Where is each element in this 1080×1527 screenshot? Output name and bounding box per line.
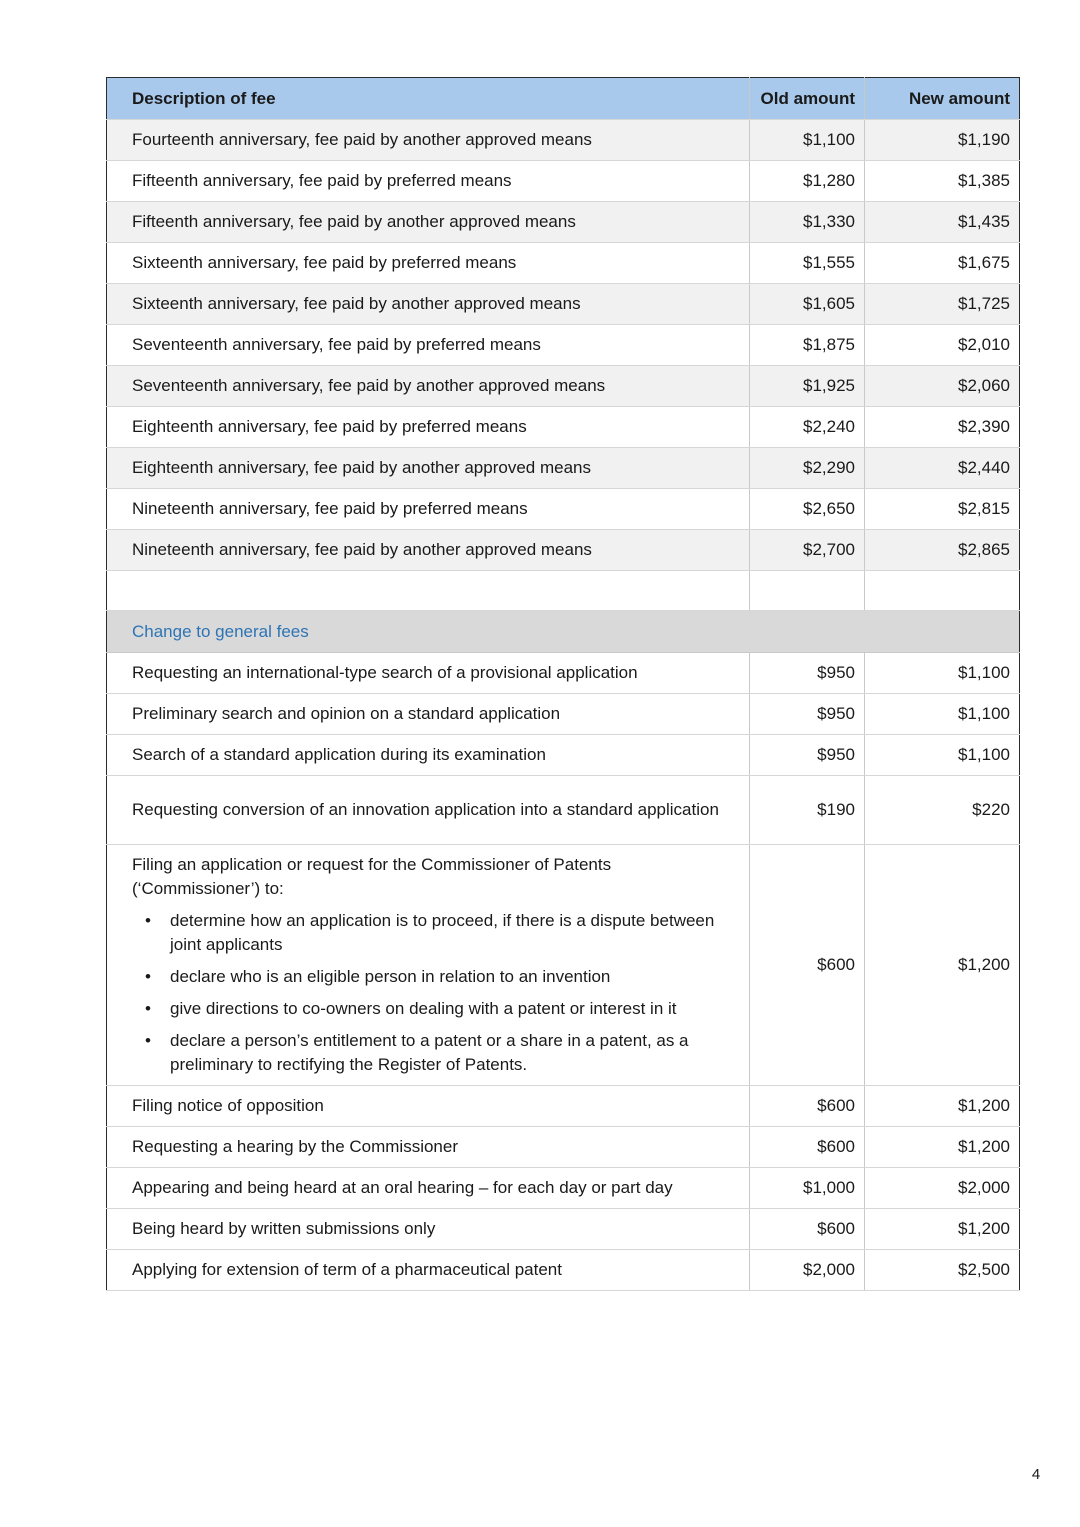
commissioner-old-amount: $600 bbox=[750, 845, 865, 1086]
commissioner-row bbox=[107, 845, 1020, 1086]
old-amount: $600 bbox=[750, 1127, 865, 1168]
new-amount: $1,100 bbox=[865, 735, 1020, 776]
table-row bbox=[107, 284, 1020, 325]
table-row bbox=[107, 1168, 1020, 1209]
fee-description: Nineteenth anniversary, fee paid by preferred means bbox=[107, 489, 750, 530]
fee-description: Eighteenth anniversary, fee paid by preferred means bbox=[107, 407, 750, 448]
table-row bbox=[107, 1209, 1020, 1250]
bullet-icon: • bbox=[145, 1031, 151, 1050]
fee-description: Fourteenth anniversary, fee paid by another approved means bbox=[107, 120, 750, 161]
old-amount: $2,700 bbox=[750, 530, 865, 571]
commissioner-intro: Filing an application or request for the Commissioner of Patents (‘Commissioner’) to: bbox=[132, 855, 612, 898]
commissioner-bullet-list bbox=[132, 909, 740, 1077]
fee-description: Sixteenth anniversary, fee paid by another approved means bbox=[107, 284, 750, 325]
old-amount: $1,605 bbox=[750, 284, 865, 325]
fee-description: Seventeenth anniversary, fee paid by preferred means bbox=[107, 325, 750, 366]
header-old-amount: Old amount bbox=[750, 78, 865, 120]
old-amount: $950 bbox=[750, 653, 865, 694]
old-amount: $190 bbox=[750, 776, 865, 845]
table-row bbox=[107, 448, 1020, 489]
old-amount: $1,555 bbox=[750, 243, 865, 284]
new-amount: $1,200 bbox=[865, 1086, 1020, 1127]
old-amount: $950 bbox=[750, 694, 865, 735]
table-row bbox=[107, 776, 1020, 845]
table-row bbox=[107, 366, 1020, 407]
new-amount: $1,675 bbox=[865, 243, 1020, 284]
table-row bbox=[107, 694, 1020, 735]
bullet-text: determine how an application is to proceed, if there is a dispute between joint applicants bbox=[170, 911, 715, 954]
old-amount: $2,240 bbox=[750, 407, 865, 448]
bullet-item bbox=[145, 997, 740, 1021]
new-amount: $2,440 bbox=[865, 448, 1020, 489]
page-number: 4 bbox=[1031, 1466, 1041, 1483]
old-amount: $1,330 bbox=[750, 202, 865, 243]
old-amount: $1,100 bbox=[750, 120, 865, 161]
table-row bbox=[107, 120, 1020, 161]
old-amount: $1,875 bbox=[750, 325, 865, 366]
table-row bbox=[107, 202, 1020, 243]
section-header-row bbox=[107, 611, 1020, 653]
commissioner-new-amount: $1,200 bbox=[865, 845, 1020, 1086]
fee-description: Applying for extension of term of a pharmaceutical patent bbox=[107, 1250, 750, 1291]
bullet-text: give directions to co-owners on dealing with a patent or interest in it bbox=[170, 999, 677, 1018]
anniversary-fee-rows bbox=[107, 120, 1020, 571]
old-amount: $600 bbox=[750, 1086, 865, 1127]
table-row bbox=[107, 325, 1020, 366]
new-amount: $1,385 bbox=[865, 161, 1020, 202]
bullet-icon: • bbox=[145, 911, 151, 930]
table-row bbox=[107, 161, 1020, 202]
old-amount: $600 bbox=[750, 1209, 865, 1250]
header-description: Description of fee bbox=[107, 78, 750, 120]
new-amount: $2,815 bbox=[865, 489, 1020, 530]
fee-description: Sixteenth anniversary, fee paid by preferred means bbox=[107, 243, 750, 284]
old-amount: $2,650 bbox=[750, 489, 865, 530]
new-amount: $2,865 bbox=[865, 530, 1020, 571]
fee-description: Filing notice of opposition bbox=[107, 1086, 750, 1127]
commissioner-description bbox=[107, 845, 750, 1086]
fee-description: Fifteenth anniversary, fee paid by another approved means bbox=[107, 202, 750, 243]
old-amount: $1,280 bbox=[750, 161, 865, 202]
new-amount: $1,725 bbox=[865, 284, 1020, 325]
fee-description: Preliminary search and opinion on a standard application bbox=[107, 694, 750, 735]
bullet-item bbox=[145, 1029, 740, 1077]
general-fee-rows-b bbox=[107, 1086, 1020, 1291]
new-amount: $220 bbox=[865, 776, 1020, 845]
table-row bbox=[107, 489, 1020, 530]
old-amount: $950 bbox=[750, 735, 865, 776]
old-amount: $2,000 bbox=[750, 1250, 865, 1291]
old-amount: $1,925 bbox=[750, 366, 865, 407]
fee-description: Nineteenth anniversary, fee paid by another approved means bbox=[107, 530, 750, 571]
fee-description: Appearing and being heard at an oral hearing – for each day or part day bbox=[107, 1168, 750, 1209]
fee-description: Requesting an international-type search of a provisional application bbox=[107, 653, 750, 694]
bullet-item bbox=[145, 909, 740, 957]
bullet-text: declare who is an eligible person in relation to an invention bbox=[170, 967, 611, 986]
section-title: Change to general fees bbox=[107, 611, 1020, 653]
table-row bbox=[107, 243, 1020, 284]
bullet-text: declare a person’s entitlement to a patent or a share in a patent, as a preliminary to rectifying the Register of Patents. bbox=[170, 1031, 689, 1074]
fee-description: Search of a standard application during its examination bbox=[107, 735, 750, 776]
fee-description: Eighteenth anniversary, fee paid by another approved means bbox=[107, 448, 750, 489]
new-amount: $1,435 bbox=[865, 202, 1020, 243]
new-amount: $2,390 bbox=[865, 407, 1020, 448]
table-row bbox=[107, 653, 1020, 694]
new-amount: $2,000 bbox=[865, 1168, 1020, 1209]
table-row bbox=[107, 1250, 1020, 1291]
header-new-amount: New amount bbox=[865, 78, 1020, 120]
table-row bbox=[107, 735, 1020, 776]
new-amount: $1,200 bbox=[865, 1127, 1020, 1168]
fee-description: Being heard by written submissions only bbox=[107, 1209, 750, 1250]
new-amount: $2,060 bbox=[865, 366, 1020, 407]
table-row bbox=[107, 530, 1020, 571]
bullet-icon: • bbox=[145, 999, 151, 1018]
fee-description: Requesting conversion of an innovation application into a standard application bbox=[107, 776, 750, 845]
new-amount: $1,190 bbox=[865, 120, 1020, 161]
fee-table bbox=[106, 77, 1020, 1291]
new-amount: $2,010 bbox=[865, 325, 1020, 366]
old-amount: $1,000 bbox=[750, 1168, 865, 1209]
bullet-item bbox=[145, 965, 740, 989]
general-fee-rows-a bbox=[107, 653, 1020, 845]
bullet-icon: • bbox=[145, 967, 151, 986]
table-row bbox=[107, 407, 1020, 448]
table-header-row bbox=[107, 78, 1020, 120]
spacer-row bbox=[107, 571, 1020, 611]
new-amount: $2,500 bbox=[865, 1250, 1020, 1291]
fee-description: Seventeenth anniversary, fee paid by another approved means bbox=[107, 366, 750, 407]
fee-description: Requesting a hearing by the Commissioner bbox=[107, 1127, 750, 1168]
new-amount: $1,200 bbox=[865, 1209, 1020, 1250]
table-row bbox=[107, 1086, 1020, 1127]
old-amount: $2,290 bbox=[750, 448, 865, 489]
table-row bbox=[107, 1127, 1020, 1168]
new-amount: $1,100 bbox=[865, 653, 1020, 694]
fee-description: Fifteenth anniversary, fee paid by preferred means bbox=[107, 161, 750, 202]
new-amount: $1,100 bbox=[865, 694, 1020, 735]
